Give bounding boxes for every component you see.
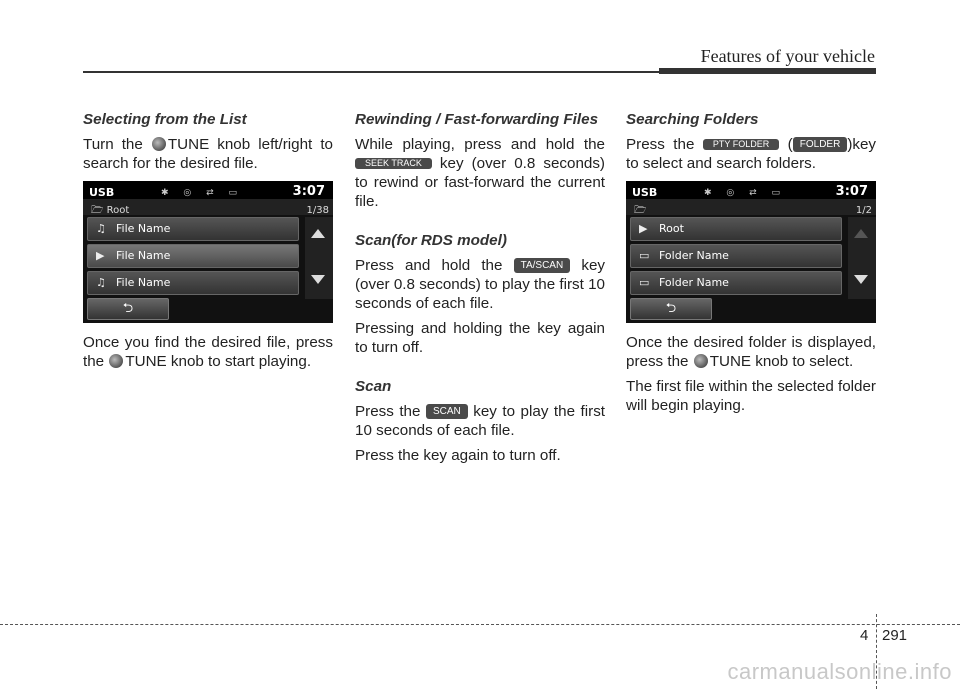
paragraph-folder-keys: Press the PTY FOLDER ( FOLDER )key to select and search folders.	[626, 136, 877, 172]
ta-scan-key: TA/SCAN	[514, 258, 571, 273]
back-button[interactable]: ⮌	[87, 298, 169, 320]
paragraph-folder-select: Once the desired folder is displayed, press the TUNE knob to select.	[626, 334, 876, 370]
play-icon: ▶	[96, 249, 105, 262]
clock: 3:07	[835, 184, 868, 199]
display-screen-files	[83, 181, 333, 323]
heading-scan: Scan	[355, 378, 392, 395]
header-bar	[659, 68, 876, 74]
tune-knob-icon	[694, 354, 708, 368]
header-rule	[83, 71, 659, 73]
scroll-down-icon[interactable]	[311, 275, 325, 284]
tune-knob-icon	[109, 354, 123, 368]
scroll-up-icon[interactable]	[311, 229, 325, 238]
footer-rule	[0, 624, 960, 625]
chapter-number: 4	[860, 627, 869, 644]
clock: 3:07	[292, 184, 325, 199]
column-rewind-scan	[355, 110, 605, 471]
paragraph-scan: Press the SCAN key to play the first 10 seconds of each file.	[355, 403, 606, 439]
list-item[interactable]: ♫ File Name	[87, 271, 299, 295]
play-icon: ▶	[639, 222, 648, 235]
scan-key: SCAN	[426, 404, 468, 419]
heading-search-folders: Searching Folders	[626, 111, 759, 128]
list-item[interactable]: ▶ Root	[630, 217, 842, 241]
watermark: carmanualsonline.info	[727, 659, 952, 684]
pty-folder-key: PTY FOLDER	[703, 139, 779, 150]
folder-icon: 🗁	[634, 205, 647, 216]
folder-icon: ▭	[639, 249, 650, 262]
display-screen-folders	[626, 181, 876, 323]
paragraph-scan-rds: Press and hold the TA/SCAN key (over 0.8 seconds) to play the first 10 seconds of each file.	[355, 257, 605, 312]
scroll-down-icon[interactable]	[854, 275, 868, 284]
folder-path: 🗁 Root	[91, 205, 130, 216]
folder-icon: ▭	[639, 276, 650, 289]
status-icons: ✱ ◎ ⇄ ▭	[161, 188, 244, 198]
source-label: USB	[632, 186, 658, 199]
scrollbar[interactable]	[305, 217, 333, 299]
status-icons: ✱ ◎ ⇄ ▭	[704, 188, 787, 198]
header-title: Features of your vehicle	[700, 46, 875, 66]
paragraph-turn-off-2: Press the key again to turn off.	[355, 447, 561, 464]
heading-rewind: Rewinding / Fast-forwarding Files	[355, 111, 599, 128]
page-counter: 1/2	[855, 205, 872, 216]
paragraph-turn-knob: Turn the TUNE knob left/right to search for the desired file.	[83, 136, 333, 172]
heading-scan-rds: Scan(for RDS model)	[355, 232, 507, 249]
list-item[interactable]: ▭ Folder Name	[630, 244, 842, 268]
paragraph-start-playing: Once you find the desired file, press the TUNE knob to start playing.	[83, 334, 333, 370]
scrollbar[interactable]	[848, 217, 876, 299]
list-item[interactable]: ♫ File Name	[87, 217, 299, 241]
list-item[interactable]: ▶ File Name	[87, 244, 299, 268]
column-search-folders	[626, 110, 876, 421]
scroll-up-icon[interactable]	[854, 229, 868, 238]
folder-key: FOLDER	[793, 137, 848, 152]
music-note-icon: ♫	[96, 276, 106, 289]
heading-select-list: Selecting from the List	[83, 111, 247, 128]
list-item[interactable]: ▭ Folder Name	[630, 271, 842, 295]
page-counter: 1/38	[306, 205, 329, 216]
tune-knob-icon	[152, 137, 166, 151]
music-note-icon: ♫	[96, 222, 106, 235]
column-select-list	[83, 110, 333, 377]
back-button[interactable]: ⮌	[630, 298, 712, 320]
paragraph-first-file: The first file within the selected folder will begin playing.	[626, 378, 876, 414]
paragraph-turn-off-1: Pressing and holding the key again to turn off.	[355, 320, 605, 356]
page-number: 291	[882, 627, 908, 644]
source-label: USB	[89, 186, 115, 199]
paragraph-rewind: While playing, press and hold the SEEK TRACK key (over 0.8 seconds) to rewind or fast-forward the current file.	[355, 136, 605, 210]
seek-track-key: SEEK TRACK	[355, 158, 432, 169]
